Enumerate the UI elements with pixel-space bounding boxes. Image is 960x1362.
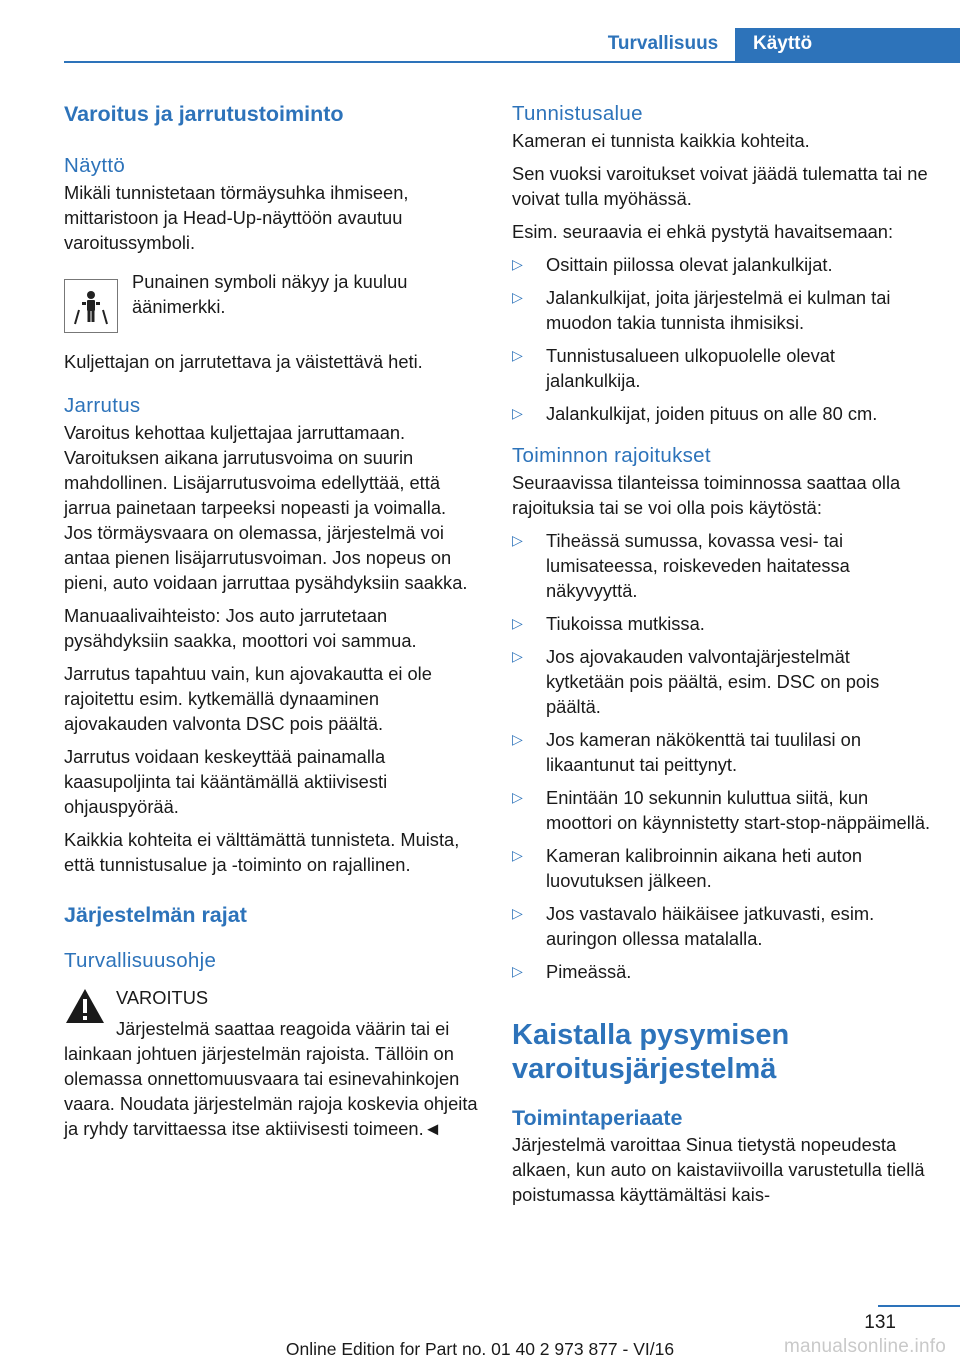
- triangle-right-bullet-icon: ▷: [512, 963, 523, 979]
- header-divider: [64, 61, 960, 63]
- heading-display: Näyttö: [64, 154, 126, 177]
- triangle-right-bullet-icon: ▷: [512, 347, 523, 363]
- detection-paragraph-1: Kameran ei tunnista kaikkia kohteita.: [512, 130, 810, 151]
- detection-paragraph-2: Sen vuoksi varoitukset voivat jäädä tulematta tai ne voivat tulla myöhässä.: [512, 163, 928, 209]
- heading-detection-area: Tunnistusalue: [512, 102, 643, 125]
- restrictions-list: [512, 528, 932, 984]
- list-item: [512, 401, 932, 426]
- triangle-right-bullet-icon: ▷: [512, 905, 523, 921]
- end-mark-icon: ◄: [423, 1118, 442, 1139]
- heading-system-limits: Järjestelmän rajat: [64, 903, 247, 927]
- tab-turvallisuus[interactable]: Turvallisuus: [607, 33, 719, 54]
- list-item-text: Jos ajovakauden valvontajärjestelmät kytketään pois päältä, esim. DSC on pois päältä.: [546, 646, 880, 717]
- list-item: [512, 285, 932, 335]
- heading-operating-principle: Toimintaperiaate: [512, 1106, 683, 1130]
- list-item-text: Kameran kalibroinnin aikana heti auton luovutuksen jälkeen.: [546, 845, 863, 891]
- list-item-text: Jalankulkijat, joiden pituus on alle 80 cm.: [546, 403, 878, 424]
- braking-paragraph-2: Manuaalivaihteisto: Jos auto jarrutetaan pysähdyksiin saakka, moottori voi sammua.: [64, 605, 417, 651]
- list-item: [512, 343, 932, 393]
- pedestrian-warning-icon: [64, 279, 118, 333]
- principle-text: Järjestelmä varoittaa Sinua tietystä nopeudesta alkaen, kun auto on kaistaviivoilla varustetulla tiellä poistumassa käyttämältäsi kais-: [512, 1134, 925, 1205]
- detection-paragraph-3: Esim. seuraavia ei ehkä pystytä havaitsemaan:: [512, 221, 894, 242]
- warning-triangle-icon: [64, 987, 106, 1025]
- list-item-text: Jos kameran näkökenttä tai tuulilasi on likaantunut tai peittynyt.: [546, 729, 862, 775]
- heading-lane-departure: Kaistalla pysymisen varoitusjärjestelmä: [512, 1019, 790, 1085]
- triangle-right-bullet-icon: ▷: [512, 256, 523, 272]
- pedestrian-symbol-block: [64, 269, 479, 333]
- braking-paragraph-5: Kaikkia kohteita ei välttämättä tunnisteta. Muista, että tunnistusalue ja -toiminto on rajallinen.: [64, 829, 460, 875]
- warning-text: lainkaan johtuen järjestelmän rajoista. Tällöin on olemassa onnettomuusvaara tai esinevahinkojen vaara. Noudata järjestelmän rajoja koskevia ohjeita ja ryhdy tarvittaessa itse aktiivisesti toimeen.: [64, 1043, 478, 1139]
- left-column: [64, 100, 479, 1141]
- warning-text-first-line: Järjestelmä saattaa reagoida väärin tai ei: [116, 1018, 450, 1039]
- restrictions-intro: Seuraavissa tilanteissa toiminnossa saattaa olla rajoituksia tai se voi olla pois käytöstä:: [512, 472, 901, 518]
- triangle-right-bullet-icon: ▷: [512, 289, 523, 305]
- heading-warning-braking: Varoitus ja jarrutustoiminto: [64, 102, 344, 126]
- watermark: manualsonline.info: [783, 1336, 946, 1357]
- braking-paragraph-4: Jarrutus voidaan keskeyttää painamalla kaasupoljinta tai kääntämällä aktiivisesti ohjauspyörää.: [64, 746, 388, 817]
- list-item-text: Jos vastavalo häikäisee jatkuvasti, esim. auringon ollessa matalalla.: [546, 903, 875, 949]
- triangle-right-bullet-icon: ▷: [512, 731, 523, 747]
- triangle-right-bullet-icon: ▷: [512, 648, 523, 664]
- list-item: [512, 528, 932, 603]
- list-item: [512, 785, 932, 835]
- heading-braking: Jarrutus: [64, 394, 141, 417]
- list-item-text: Enintään 10 sekunnin kuluttua siitä, kun moottori on käynnistetty start-stop-näppäimellä.: [546, 787, 931, 833]
- triangle-right-bullet-icon: ▷: [512, 789, 523, 805]
- triangle-right-bullet-icon: ▷: [512, 615, 523, 631]
- warning-title: VAROITUS: [116, 987, 209, 1008]
- list-item: [512, 901, 932, 951]
- tab-kaytto[interactable]: Käyttö: [735, 28, 960, 62]
- right-column: [512, 100, 932, 1207]
- list-item-text: Osittain piilossa olevat jalankulkijat.: [546, 254, 833, 275]
- triangle-right-bullet-icon: ▷: [512, 532, 523, 548]
- page-number: 131: [864, 1312, 896, 1333]
- braking-paragraph-3: Jarrutus tapahtuu vain, kun ajovakautta ei ole rajoitettu esim. kytkemällä dynaaminen ajovakauden valvonta DSC pois päältä.: [64, 663, 432, 734]
- list-item: [512, 611, 932, 636]
- list-item: [512, 959, 932, 984]
- list-item: [512, 727, 932, 777]
- display-text: Mikäli tunnistetaan törmäysuhka ihmiseen, mittaristoon ja Head-Up-näyttöön avautuu varoitussymboli.: [64, 182, 409, 253]
- heading-safety-note: Turvallisuusohje: [64, 949, 217, 972]
- list-item: [512, 843, 932, 893]
- warning-block: [64, 985, 479, 1141]
- warning-text-rest: [64, 1041, 479, 1141]
- driver-text: Kuljettajan on jarrutettava ja väistettävä heti.: [64, 351, 423, 372]
- list-item: [512, 252, 932, 277]
- footer-edition: Online Edition for Part no. 01 40 2 973 877 - VI/16: [285, 1339, 675, 1359]
- braking-paragraph-1: Varoitus kehottaa kuljettajaa jarruttamaan. Varoituksen aikana jarrutusvoima on suurin mahdollinen. Lisäjarrutusvoima edellyttää, että jarrua painetaan tarpeeksi nopeasti ja voimalla. Jos törmäysvaara on olemassa, järjestelmä voi antaa pienen lisäjarrutusvoiman. Jos nopeus on pieni, auto voidaan jarruttaa pysähdyksiin saakka.: [64, 422, 468, 593]
- list-item: [512, 644, 932, 719]
- list-item-text: Pimeässä.: [546, 961, 632, 982]
- list-item-text: Tiheässä sumussa, kovassa vesi- tai lumisateessa, roiskeveden haitatessa näkyvyyttä.: [546, 530, 850, 601]
- triangle-right-bullet-icon: ▷: [512, 405, 523, 421]
- list-item-text: Tunnistusalueen ulkopuolelle olevat jalankulkija.: [546, 345, 835, 391]
- heading-restrictions: Toiminnon rajoitukset: [512, 444, 711, 467]
- symbol-text: Punainen symboli näkyy ja kuuluu äänimerkki.: [132, 271, 408, 317]
- list-item-text: Tiukoissa mutkissa.: [546, 613, 705, 634]
- list-item-text: Jalankulkijat, joita järjestelmä ei kulman tai muodon takia tunnista ihmisiksi.: [546, 287, 891, 333]
- detection-list: [512, 252, 932, 426]
- header-tabs: [591, 28, 960, 62]
- triangle-right-bullet-icon: ▷: [512, 847, 523, 863]
- footer-divider: [878, 1305, 960, 1307]
